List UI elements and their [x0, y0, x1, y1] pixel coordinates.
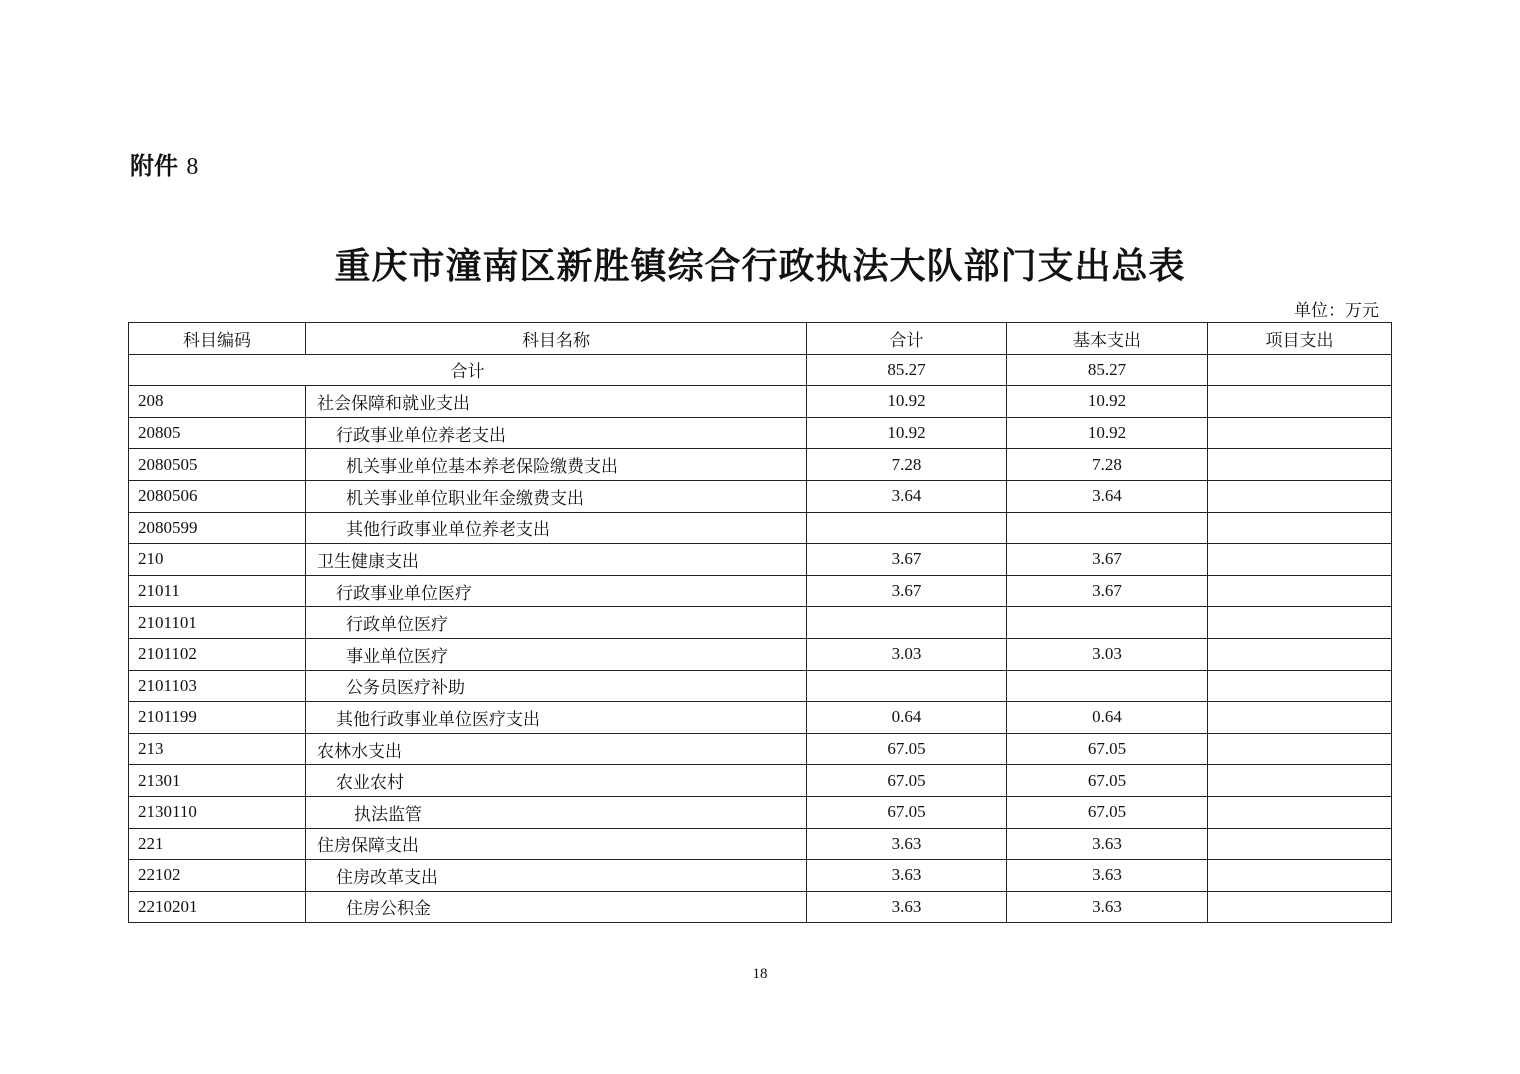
table-row: [129, 417, 1392, 449]
table-row: [129, 891, 1392, 923]
header-code: 科目编码: [129, 323, 306, 355]
row-basic: [1007, 670, 1208, 702]
row-basic: 3.67: [1007, 575, 1208, 607]
row-name: 事业单位医疗: [306, 638, 807, 670]
row-total: [807, 512, 1007, 544]
row-code: 21011: [129, 575, 306, 607]
row-name: 社会保障和就业支出: [306, 386, 807, 418]
row-basic: 10.92: [1007, 417, 1208, 449]
row-project: [1208, 796, 1392, 828]
row-name: 其他行政事业单位养老支出: [306, 512, 807, 544]
row-basic: 7.28: [1007, 449, 1208, 481]
row-code: 2130110: [129, 796, 306, 828]
row-total: 3.64: [807, 480, 1007, 512]
row-project: [1208, 638, 1392, 670]
row-basic: 3.67: [1007, 544, 1208, 576]
total-row-project: [1208, 354, 1392, 386]
row-code: 208: [129, 386, 306, 418]
row-total: 67.05: [807, 733, 1007, 765]
row-basic: 3.63: [1007, 891, 1208, 923]
row-code: 2210201: [129, 891, 306, 923]
table-row: [129, 544, 1392, 576]
row-project: [1208, 607, 1392, 639]
total-row-basic: 85.27: [1007, 354, 1208, 386]
row-basic: 10.92: [1007, 386, 1208, 418]
table-row: [129, 449, 1392, 481]
row-name: 住房公积金: [306, 891, 807, 923]
attachment-label-text: 附件: [130, 152, 178, 180]
row-basic: 67.05: [1007, 733, 1208, 765]
total-row-label: 合计: [129, 354, 807, 386]
row-code: 2080505: [129, 449, 306, 481]
header-name: 科目名称: [306, 323, 807, 355]
unit-label: 单位：万元: [1294, 301, 1379, 321]
table-row: [129, 480, 1392, 512]
row-total: 7.28: [807, 449, 1007, 481]
row-basic: 0.64: [1007, 702, 1208, 734]
row-code: 2101199: [129, 702, 306, 734]
row-code: 210: [129, 544, 306, 576]
row-basic: 3.64: [1007, 480, 1208, 512]
table-row: [129, 512, 1392, 544]
row-name: 农林水支出: [306, 733, 807, 765]
table-row: [129, 733, 1392, 765]
row-project: [1208, 512, 1392, 544]
row-name: 行政单位医疗: [306, 607, 807, 639]
row-name: 卫生健康支出: [306, 544, 807, 576]
table-row: [129, 607, 1392, 639]
row-total: 3.63: [807, 891, 1007, 923]
row-project: [1208, 417, 1392, 449]
row-name: 行政事业单位养老支出: [306, 417, 807, 449]
row-total: 67.05: [807, 765, 1007, 797]
row-project: [1208, 386, 1392, 418]
row-total: 3.03: [807, 638, 1007, 670]
row-total: 3.63: [807, 860, 1007, 892]
row-code: 213: [129, 733, 306, 765]
table-row: [129, 702, 1392, 734]
row-code: 20805: [129, 417, 306, 449]
table-row: [129, 670, 1392, 702]
header-total: 合计: [807, 323, 1007, 355]
table-row: [129, 796, 1392, 828]
row-project: [1208, 575, 1392, 607]
row-code: 21301: [129, 765, 306, 797]
header-basic: 基本支出: [1007, 323, 1208, 355]
row-code: 221: [129, 828, 306, 860]
row-name: 公务员医疗补助: [306, 670, 807, 702]
table-row: [129, 638, 1392, 670]
row-project: [1208, 702, 1392, 734]
row-project: [1208, 670, 1392, 702]
row-basic: 3.03: [1007, 638, 1208, 670]
row-code: 2101102: [129, 638, 306, 670]
row-basic: [1007, 512, 1208, 544]
row-basic: [1007, 607, 1208, 639]
row-project: [1208, 480, 1392, 512]
table-header-row: [129, 323, 1392, 355]
table-row: [129, 386, 1392, 418]
row-total: 10.92: [807, 417, 1007, 449]
row-project: [1208, 449, 1392, 481]
row-total: [807, 670, 1007, 702]
row-total: 10.92: [807, 386, 1007, 418]
row-project: [1208, 828, 1392, 860]
row-code: 2080506: [129, 480, 306, 512]
expenditure-table: [128, 322, 1392, 923]
table-row: [129, 575, 1392, 607]
row-total: 67.05: [807, 796, 1007, 828]
table-row: [129, 765, 1392, 797]
row-basic: 3.63: [1007, 828, 1208, 860]
row-name: 机关事业单位基本养老保险缴费支出: [306, 449, 807, 481]
total-row: [129, 354, 1392, 386]
row-basic: 3.63: [1007, 860, 1208, 892]
row-name: 住房保障支出: [306, 828, 807, 860]
row-total: 0.64: [807, 702, 1007, 734]
row-name: 执法监管: [306, 796, 807, 828]
row-code: 2101101: [129, 607, 306, 639]
attachment-number: 8: [186, 154, 199, 180]
table-row: [129, 828, 1392, 860]
row-name: 机关事业单位职业年金缴费支出: [306, 480, 807, 512]
table-row: [129, 860, 1392, 892]
row-code: 2080599: [129, 512, 306, 544]
attachment-label: [130, 146, 198, 181]
header-project: 项目支出: [1208, 323, 1392, 355]
row-project: [1208, 544, 1392, 576]
row-total: 3.63: [807, 828, 1007, 860]
row-code: 2101103: [129, 670, 306, 702]
page-title: 重庆市潼南区新胜镇综合行政执法大队部门支出总表: [334, 246, 1186, 287]
total-row-total: 85.27: [807, 354, 1007, 386]
page-number: 18: [752, 966, 768, 982]
row-total: [807, 607, 1007, 639]
row-name: 行政事业单位医疗: [306, 575, 807, 607]
row-total: 3.67: [807, 544, 1007, 576]
row-project: [1208, 891, 1392, 923]
row-name: 其他行政事业单位医疗支出: [306, 702, 807, 734]
row-code: 22102: [129, 860, 306, 892]
row-project: [1208, 765, 1392, 797]
row-total: 3.67: [807, 575, 1007, 607]
row-project: [1208, 733, 1392, 765]
row-name: 农业农村: [306, 765, 807, 797]
row-project: [1208, 860, 1392, 892]
row-name: 住房改革支出: [306, 860, 807, 892]
row-basic: 67.05: [1007, 796, 1208, 828]
row-basic: 67.05: [1007, 765, 1208, 797]
